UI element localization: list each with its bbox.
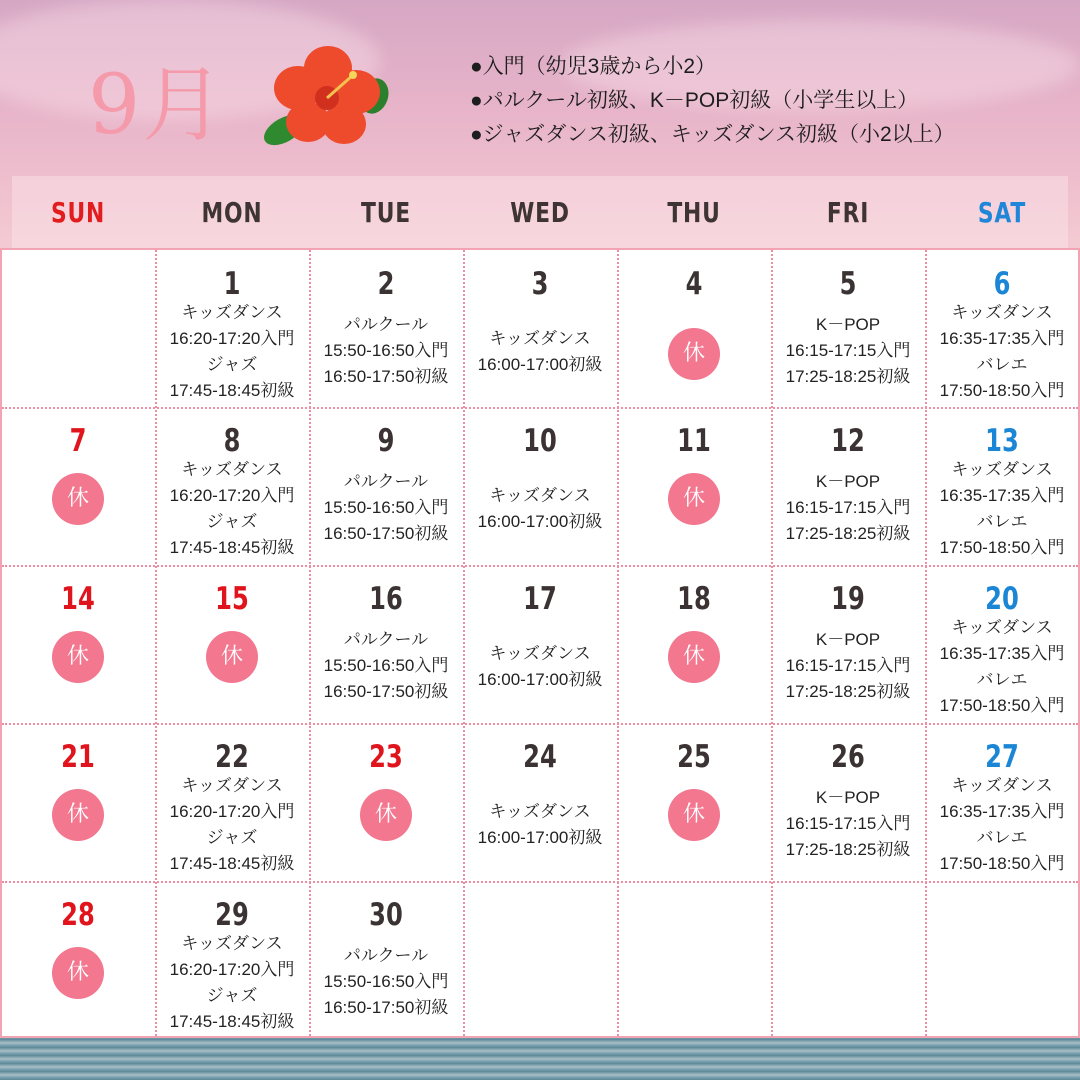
day-cell-27	[925, 723, 1079, 880]
class-schedule-line: K－POP	[815, 472, 881, 491]
empty-cell	[463, 881, 617, 1038]
class-schedule	[463, 326, 617, 378]
closed-badge: 休	[52, 631, 104, 683]
day-cell-16	[309, 565, 463, 722]
day-cell-17	[463, 565, 617, 722]
day-number: 19	[831, 581, 865, 617]
class-schedule-line: キッズダンス	[489, 486, 591, 505]
closed-badge: 休	[360, 789, 412, 841]
class-schedule-line: 16:15-17:15入門	[785, 656, 911, 675]
weekday-sat: SAT	[977, 196, 1027, 229]
day-number: 30	[369, 897, 403, 933]
day-number: 14	[61, 581, 95, 617]
day-cell-29	[155, 881, 309, 1038]
empty-cell	[1, 250, 155, 407]
empty-cell	[771, 881, 925, 1038]
weekday-mon: MON	[201, 196, 263, 229]
class-schedule-line: 17:25-18:25初級	[785, 682, 911, 701]
class-schedule	[309, 943, 463, 1021]
class-schedule-line: 17:45-18:45初級	[169, 1012, 295, 1031]
class-schedule	[463, 799, 617, 851]
class-schedule	[925, 300, 1079, 404]
class-schedule-line: 15:50-16:50入門	[323, 498, 449, 517]
day-cell-1	[155, 250, 309, 407]
class-schedule-line: 16:20-17:20入門	[169, 802, 295, 821]
class-schedule-line: キッズダンス	[951, 303, 1053, 322]
class-schedule-line: キッズダンス	[951, 618, 1053, 637]
class-schedule-line: K－POP	[815, 315, 881, 334]
day-number: 11	[677, 423, 711, 459]
class-schedule-line: キッズダンス	[181, 303, 283, 322]
weekday-thu: THU	[667, 196, 721, 229]
day-cell-4	[617, 250, 771, 407]
class-schedule-line: 17:50-18:50入門	[939, 538, 1065, 557]
class-schedule-line: 17:25-18:25初級	[785, 840, 911, 859]
class-schedule	[155, 457, 309, 561]
class-schedule-line: 16:35-17:35入門	[939, 486, 1065, 505]
weekday-fri: FRI	[826, 196, 870, 229]
closed-badge: 休	[668, 473, 720, 525]
day-cell-30	[309, 881, 463, 1038]
hibiscus-flower-icon	[262, 38, 392, 153]
day-cell-9	[309, 407, 463, 564]
class-schedule-line: バレエ	[976, 355, 1028, 374]
legend-line-beginner: ●入門（幼児3歳から小2）	[470, 55, 717, 78]
class-schedule-line: バレエ	[976, 512, 1028, 531]
class-schedule-line: 17:25-18:25初級	[785, 367, 911, 386]
class-schedule-line: 16:50-17:50初級	[323, 998, 449, 1017]
class-schedule-line: 16:20-17:20入門	[169, 960, 295, 979]
day-cell-12	[771, 407, 925, 564]
class-schedule-line: キッズダンス	[181, 776, 283, 795]
class-schedule	[463, 641, 617, 693]
day-number: 13	[985, 423, 1019, 459]
day-cell-23	[309, 723, 463, 880]
class-schedule-line: キッズダンス	[951, 460, 1053, 479]
empty-cell	[617, 881, 771, 1038]
class-schedule-line: 17:50-18:50入門	[939, 381, 1065, 400]
month-title: 9月	[88, 58, 227, 153]
class-schedule	[771, 469, 925, 547]
class-schedule-line: 17:25-18:25初級	[785, 524, 911, 543]
class-schedule-line: キッズダンス	[489, 802, 591, 821]
day-number: 4	[685, 266, 703, 302]
class-schedule-line: キッズダンス	[489, 329, 591, 348]
day-number: 2	[377, 266, 395, 302]
class-schedule-line: 17:45-18:45初級	[169, 381, 295, 400]
day-cell-22	[155, 723, 309, 880]
day-number: 17	[523, 581, 557, 617]
weekday-wed: WED	[510, 196, 570, 229]
closed-badge: 休	[52, 473, 104, 525]
class-schedule-line: ジャズ	[206, 512, 258, 531]
class-schedule	[925, 457, 1079, 561]
class-schedule-line: 17:45-18:45初級	[169, 538, 295, 557]
class-schedule-line: キッズダンス	[181, 934, 283, 953]
class-schedule-line: ジャズ	[206, 828, 258, 847]
day-cell-6	[925, 250, 1079, 407]
class-schedule-line: ジャズ	[206, 355, 258, 374]
class-schedule-line: K－POP	[815, 788, 881, 807]
class-schedule-line: 16:20-17:20入門	[169, 329, 295, 348]
closed-badge: 休	[206, 631, 258, 683]
closed-badge: 休	[668, 328, 720, 380]
day-cell-14	[1, 565, 155, 722]
class-schedule	[155, 931, 309, 1035]
legend-line-parkour-kpop: ●パルクール初級、K－POP初級（小学生以上）	[470, 89, 919, 112]
day-cell-2	[309, 250, 463, 407]
class-schedule-line: キッズダンス	[489, 644, 591, 663]
class-schedule-line: 16:35-17:35入門	[939, 329, 1065, 348]
day-number: 7	[69, 423, 87, 459]
class-schedule-line: 16:50-17:50初級	[323, 524, 449, 543]
class-schedule-line: K－POP	[815, 630, 881, 649]
class-schedule-line: 16:50-17:50初級	[323, 682, 449, 701]
class-schedule-line: 16:50-17:50初級	[323, 367, 449, 386]
day-number: 28	[61, 897, 95, 933]
day-cell-13	[925, 407, 1079, 564]
day-cell-11	[617, 407, 771, 564]
closed-badge: 休	[668, 789, 720, 841]
class-schedule-line: 16:15-17:15入門	[785, 814, 911, 833]
day-cell-18	[617, 565, 771, 722]
closed-badge: 休	[52, 789, 104, 841]
class-schedule-line: 15:50-16:50入門	[323, 972, 449, 991]
day-number: 8	[223, 423, 241, 459]
class-schedule-line: 15:50-16:50入門	[323, 656, 449, 675]
class-schedule	[771, 627, 925, 705]
day-number: 16	[369, 581, 403, 617]
day-number: 24	[523, 739, 557, 775]
legend-line-jazz-kids: ●ジャズダンス初級、キッズダンス初級（小2以上）	[470, 123, 955, 146]
day-number: 10	[523, 423, 557, 459]
day-cell-28	[1, 881, 155, 1038]
day-number: 26	[831, 739, 865, 775]
day-cell-26	[771, 723, 925, 880]
day-cell-21	[1, 723, 155, 880]
class-schedule-line: パルクール	[343, 946, 429, 965]
class-schedule-line: キッズダンス	[951, 776, 1053, 795]
day-cell-8	[155, 407, 309, 564]
weekday-sun: SUN	[50, 196, 106, 229]
day-number: 29	[215, 897, 249, 933]
class-schedule-line: 15:50-16:50入門	[323, 341, 449, 360]
class-schedule	[309, 469, 463, 547]
day-cell-24	[463, 723, 617, 880]
class-schedule-line: パルクール	[343, 472, 429, 491]
class-schedule	[925, 773, 1079, 877]
day-number: 27	[985, 739, 1019, 775]
closed-badge: 休	[668, 631, 720, 683]
day-number: 15	[215, 581, 249, 617]
closed-badge: 休	[52, 947, 104, 999]
day-number: 6	[993, 266, 1011, 302]
class-schedule-line: ジャズ	[206, 986, 258, 1005]
class-schedule-line: 17:50-18:50入門	[939, 854, 1065, 873]
class-level-legend	[470, 50, 1070, 152]
class-schedule-line: 16:00-17:00初級	[477, 670, 603, 689]
day-number: 12	[831, 423, 865, 459]
class-schedule-line: 16:35-17:35入門	[939, 644, 1065, 663]
class-schedule	[925, 615, 1079, 719]
day-number: 3	[531, 266, 549, 302]
day-cell-7	[1, 407, 155, 564]
day-cell-25	[617, 723, 771, 880]
class-schedule-line: 16:35-17:35入門	[939, 802, 1065, 821]
class-schedule-line: バレエ	[976, 670, 1028, 689]
empty-cell	[925, 881, 1079, 1038]
day-number: 22	[215, 739, 249, 775]
day-number: 25	[677, 739, 711, 775]
day-cell-15	[155, 565, 309, 722]
day-number: 20	[985, 581, 1019, 617]
day-number: 23	[369, 739, 403, 775]
class-schedule	[309, 627, 463, 705]
class-schedule-line: 16:15-17:15入門	[785, 498, 911, 517]
day-number: 1	[223, 266, 241, 302]
day-cell-3	[463, 250, 617, 407]
class-schedule	[155, 300, 309, 404]
class-schedule	[463, 483, 617, 535]
weekday-tue: TUE	[361, 196, 411, 229]
class-schedule-line: パルクール	[343, 315, 429, 334]
day-number: 21	[61, 739, 95, 775]
day-cell-20	[925, 565, 1079, 722]
day-number: 9	[377, 423, 395, 459]
class-schedule-line: キッズダンス	[181, 460, 283, 479]
class-schedule-line: 16:15-17:15入門	[785, 341, 911, 360]
class-schedule	[155, 773, 309, 877]
class-schedule-line: パルクール	[343, 630, 429, 649]
class-schedule-line: 17:50-18:50入門	[939, 696, 1065, 715]
class-schedule-line: 16:20-17:20入門	[169, 486, 295, 505]
class-schedule	[309, 312, 463, 390]
class-schedule	[771, 312, 925, 390]
day-number: 18	[677, 581, 711, 617]
class-schedule-line: バレエ	[976, 828, 1028, 847]
class-schedule-line: 17:45-18:45初級	[169, 854, 295, 873]
day-cell-19	[771, 565, 925, 722]
class-schedule-line: 16:00-17:00初級	[477, 512, 603, 531]
class-schedule-line: 16:00-17:00初級	[477, 828, 603, 847]
class-schedule	[771, 785, 925, 863]
day-cell-10	[463, 407, 617, 564]
class-schedule-line: 16:00-17:00初級	[477, 355, 603, 374]
day-number: 5	[839, 266, 857, 302]
day-cell-5	[771, 250, 925, 407]
